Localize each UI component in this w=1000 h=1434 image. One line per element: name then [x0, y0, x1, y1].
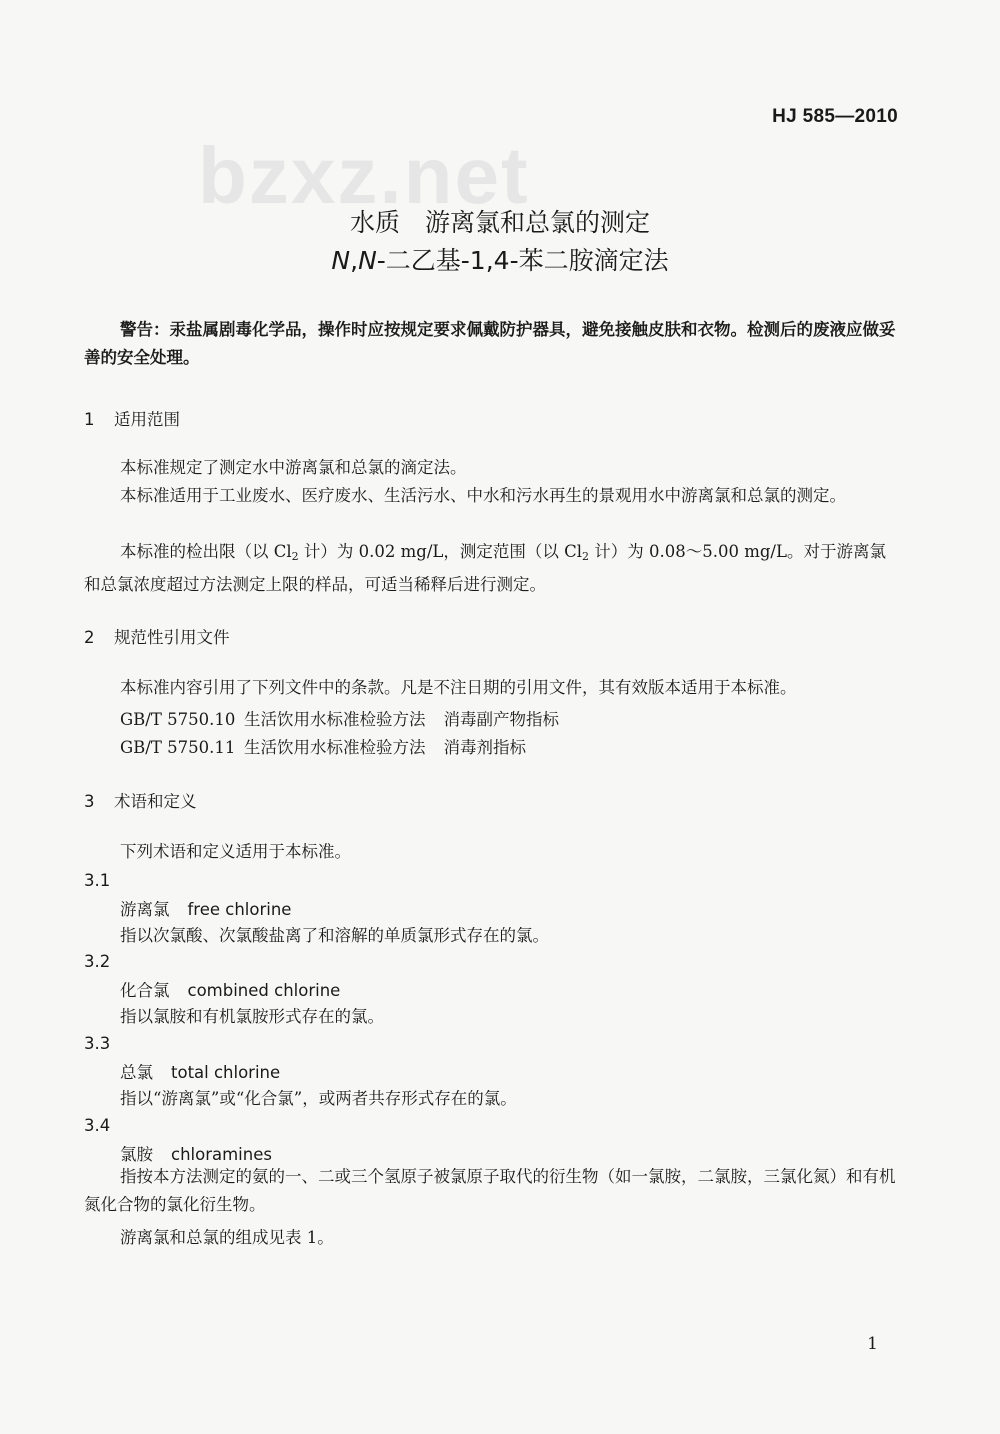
watermark: bzxz.net [198, 131, 530, 220]
term-definition: 指以“游离氯”或“化合氯”，或两者共存形式存在的氯。 [120, 1089, 517, 1108]
table-reference-line: 游离氯和总氯的组成见表 1。 [120, 1228, 334, 1247]
para-text: 本标准适用于工业废水、医疗废水、生活污水、中水和污水再生的景观用水中游离氯和总氯的测定。 [120, 486, 846, 505]
warning-text: 汞盐属剧毒化学品，操作时应按规定要求佩戴防护器具，避免接触皮肤和衣物。检测后的废液应做妥善的安全处理。 [84, 320, 896, 367]
warning-paragraph [84, 316, 898, 372]
title-sep: , [350, 246, 359, 275]
section-number: 1 [84, 410, 95, 429]
section-title: 规范性引用文件 [114, 628, 230, 647]
para-text: 计）为 0.08～5.00 mg/L。对于游离氯和总氯浓度超过方法测定上限的样品，可适当稀释后进行测定。 [84, 542, 886, 594]
term-number: 3.2 [84, 952, 111, 971]
title-line-2 [0, 241, 1000, 277]
reference-part: 消毒剂指标 [443, 738, 526, 757]
para-text: 本标准规定了测定水中游离氯和总氯的滴定法。 [120, 458, 467, 477]
term-en: chloramines [171, 1145, 272, 1164]
section-2-para-1 [84, 674, 898, 702]
para-text: 本标准内容引用了下列文件中的条款。凡是不注日期的引用文件，其有效版本适用于本标准。 [120, 678, 797, 697]
title-rest: -二乙基-1,4-苯二胺滴定法 [376, 246, 669, 275]
term-definition: 指以氯胺和有机氯胺形式存在的氯。 [120, 1007, 384, 1026]
para-text: 本标准的检出限（以 Cl [120, 542, 292, 561]
term-title [120, 896, 291, 920]
term-en: free chlorine [187, 900, 292, 919]
term-cn: 化合氯 [120, 981, 170, 1000]
section-title: 适用范围 [114, 410, 180, 429]
section-1-para-1 [84, 454, 898, 482]
term-definition: 指以次氯酸、次氯酸盐离了和溶解的单质氯形式存在的氯。 [120, 926, 549, 945]
title-italic-n2: N [358, 246, 377, 275]
term-cn: 氯胺 [120, 1145, 153, 1164]
term-title [120, 1141, 272, 1165]
section-3-para-1 [84, 838, 898, 866]
reference-item [120, 734, 526, 758]
title-italic-n1: N [331, 246, 351, 275]
section-1-heading [84, 406, 180, 430]
term-number: 3.1 [84, 871, 111, 890]
document-code: HJ 585—2010 [772, 106, 898, 127]
term-title [120, 977, 340, 1001]
term-en: combined chlorine [187, 981, 341, 1000]
subscript: 2 [291, 550, 299, 563]
page-number: 1 [867, 1334, 878, 1354]
section-1-para-2 [84, 482, 898, 510]
para-text: 下列术语和定义适用于本标准。 [120, 842, 351, 861]
section-3-heading [84, 788, 197, 812]
section-number: 3 [84, 792, 95, 811]
subscript: 2 [582, 550, 590, 563]
section-1-para-3 [84, 538, 898, 599]
title-line-1: 水质 游离氯和总氯的测定 [349, 208, 650, 237]
section-number: 2 [84, 628, 95, 647]
term-number: 3.4 [84, 1116, 111, 1135]
reference-name: 生活饮用水标准检验方法 [244, 738, 426, 757]
reference-part: 消毒副产物指标 [443, 710, 559, 729]
term-definition [84, 1163, 898, 1219]
section-2-heading [84, 624, 230, 648]
reference-code: GB/T 5750.11 [120, 738, 236, 757]
reference-name: 生活饮用水标准检验方法 [244, 710, 426, 729]
term-en: total chlorine [171, 1063, 281, 1082]
term-number: 3.3 [84, 1034, 111, 1053]
term-cn: 总氯 [120, 1063, 153, 1082]
term-cn: 游离氯 [120, 900, 170, 919]
para-text: 计）为 0.02 mg/L，测定范围（以 Cl [298, 542, 583, 561]
para-text: 指按本方法测定的氨的一、二或三个氢原子被氯原子取代的衍生物（如一氯胺，二氯胺，三氯化氮）和有机氮化合物的氯化衍生物。 [84, 1167, 896, 1214]
warning-label: 警告： [120, 320, 170, 339]
term-title [120, 1059, 280, 1083]
section-title: 术语和定义 [114, 792, 197, 811]
reference-item [120, 706, 559, 730]
reference-code: GB/T 5750.10 [120, 710, 236, 729]
